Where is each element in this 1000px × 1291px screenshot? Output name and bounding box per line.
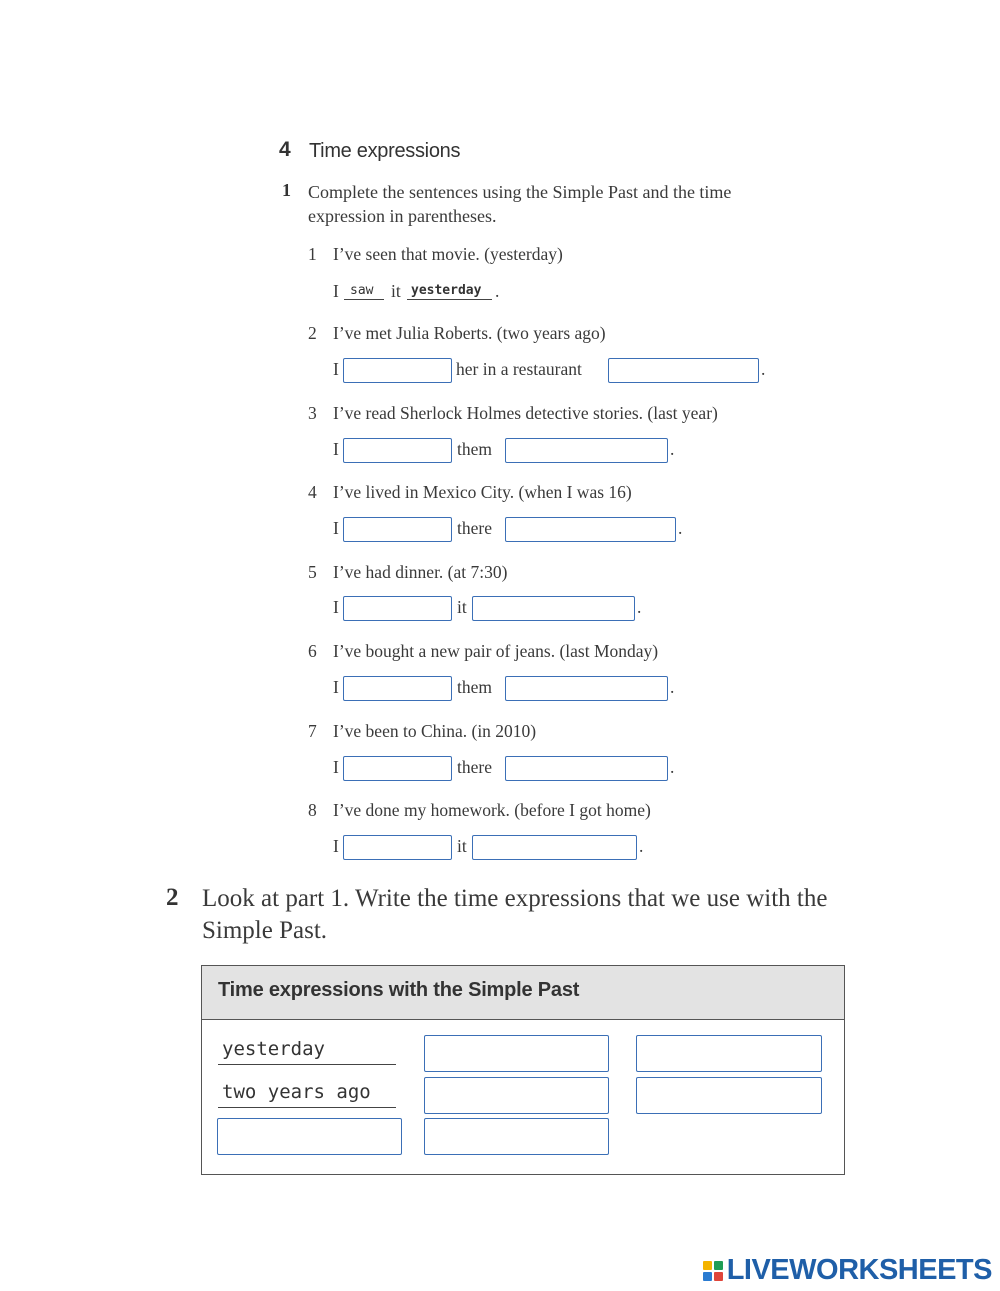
question-number: 4 (308, 482, 317, 502)
question-prompt: I’ve met Julia Roberts. (two years ago) (333, 323, 606, 343)
answer-start: I (333, 518, 339, 538)
answer-start: I (333, 597, 339, 617)
question-number: 2 (308, 323, 317, 343)
question-number: 7 (308, 721, 317, 741)
exercise-1-number: 1 (282, 180, 291, 200)
answer-input-4b[interactable] (505, 517, 676, 542)
question-number: 3 (308, 403, 317, 423)
answer-start: I (333, 836, 339, 856)
answer-mid: it (391, 281, 401, 301)
answer-input-2a[interactable] (343, 358, 452, 383)
answer-end: . (639, 836, 644, 856)
answer-mid: it (457, 597, 467, 617)
answer-input-4a[interactable] (343, 517, 452, 542)
answer-end: . (637, 597, 642, 617)
question-prompt: I’ve done my homework. (before I got home) (333, 800, 651, 820)
answer-end: . (761, 359, 766, 379)
answer-end: . (670, 757, 675, 777)
answer-input-8a[interactable] (343, 835, 452, 860)
question-number: 1 (308, 244, 317, 264)
exercise-1-instruction: Complete the sentences using the Simple Past and the time expression in parentheses. (308, 182, 732, 226)
answer-start: I (333, 439, 339, 459)
table-input-1[interactable] (424, 1035, 609, 1072)
table-input-3[interactable] (424, 1077, 609, 1114)
answer-input-3b[interactable] (505, 438, 668, 463)
answer-mid: there (457, 518, 492, 538)
question-3 (308, 403, 718, 424)
question-number: 5 (308, 562, 317, 582)
question-prompt: I’ve seen that movie. (yesterday) (333, 244, 563, 264)
logo-text: LIVEWORKSHEETS (726, 1254, 992, 1286)
question-prompt: I’ve had dinner. (at 7:30) (333, 562, 508, 582)
exercise-2-number: 2 (166, 884, 179, 911)
answer-mid: them (457, 439, 492, 459)
answer-end: . (495, 281, 500, 301)
answer-start: I (333, 359, 339, 379)
answer-input-2b[interactable] (608, 358, 759, 383)
answer-mid: there (457, 757, 492, 777)
answer-input-8b[interactable] (472, 835, 637, 860)
question-8 (308, 800, 651, 821)
answer-input-5a[interactable] (343, 596, 452, 621)
example-expression-2: two years ago (222, 1081, 371, 1103)
answer-end: . (670, 439, 675, 459)
table-input-5[interactable] (217, 1118, 402, 1155)
answer-mid: it (457, 836, 467, 856)
exercise-2-instruction: Look at part 1. Write the time expressions that we use with the Simple Past. (202, 885, 828, 944)
section-title: Time expressions (309, 140, 461, 162)
answer-start: I (333, 677, 339, 697)
question-7 (308, 721, 536, 742)
answer-mid: her in a restaurant (456, 359, 582, 379)
answer-end: . (678, 518, 683, 538)
example-underline-1 (218, 1036, 396, 1065)
liveworksheets-logo (703, 1254, 992, 1287)
question-prompt: I’ve lived in Mexico City. (when I was 16) (333, 482, 632, 502)
example-answer-1: saw (350, 283, 374, 298)
table-title: Time expressions with the Simple Past (218, 979, 580, 1001)
question-5 (308, 562, 507, 583)
answer-input-7a[interactable] (343, 756, 452, 781)
answer-input-3a[interactable] (343, 438, 452, 463)
answer-end: . (670, 677, 675, 697)
answer-input-5b[interactable] (472, 596, 635, 621)
example-expression-1: yesterday (222, 1038, 325, 1060)
question-prompt: I’ve been to China. (in 2010) (333, 721, 537, 741)
question-4 (308, 482, 632, 503)
time-expressions-table (201, 965, 845, 1175)
question-1 (308, 244, 563, 265)
table-input-6[interactable] (424, 1118, 609, 1155)
question-2 (308, 323, 606, 344)
table-input-2[interactable] (636, 1035, 822, 1072)
answer-input-7b[interactable] (505, 756, 668, 781)
answer-mid: them (457, 677, 492, 697)
logo-blocks-icon (703, 1261, 723, 1281)
table-input-4[interactable] (636, 1077, 822, 1114)
question-prompt: I’ve bought a new pair of jeans. (last Monday) (333, 641, 659, 661)
question-number: 6 (308, 641, 317, 661)
section-number: 4 (279, 138, 291, 161)
answer-start: I (333, 281, 339, 301)
table-header (202, 966, 844, 1020)
answer-input-6b[interactable] (505, 676, 668, 701)
question-number: 8 (308, 800, 317, 820)
example-underline-2 (218, 1079, 396, 1108)
example-answer-2: yesterday (411, 283, 482, 298)
question-6 (308, 641, 658, 662)
answer-input-6a[interactable] (343, 676, 452, 701)
answer-start: I (333, 757, 339, 777)
question-prompt: I’ve read Sherlock Holmes detective stories. (last year) (333, 403, 718, 423)
